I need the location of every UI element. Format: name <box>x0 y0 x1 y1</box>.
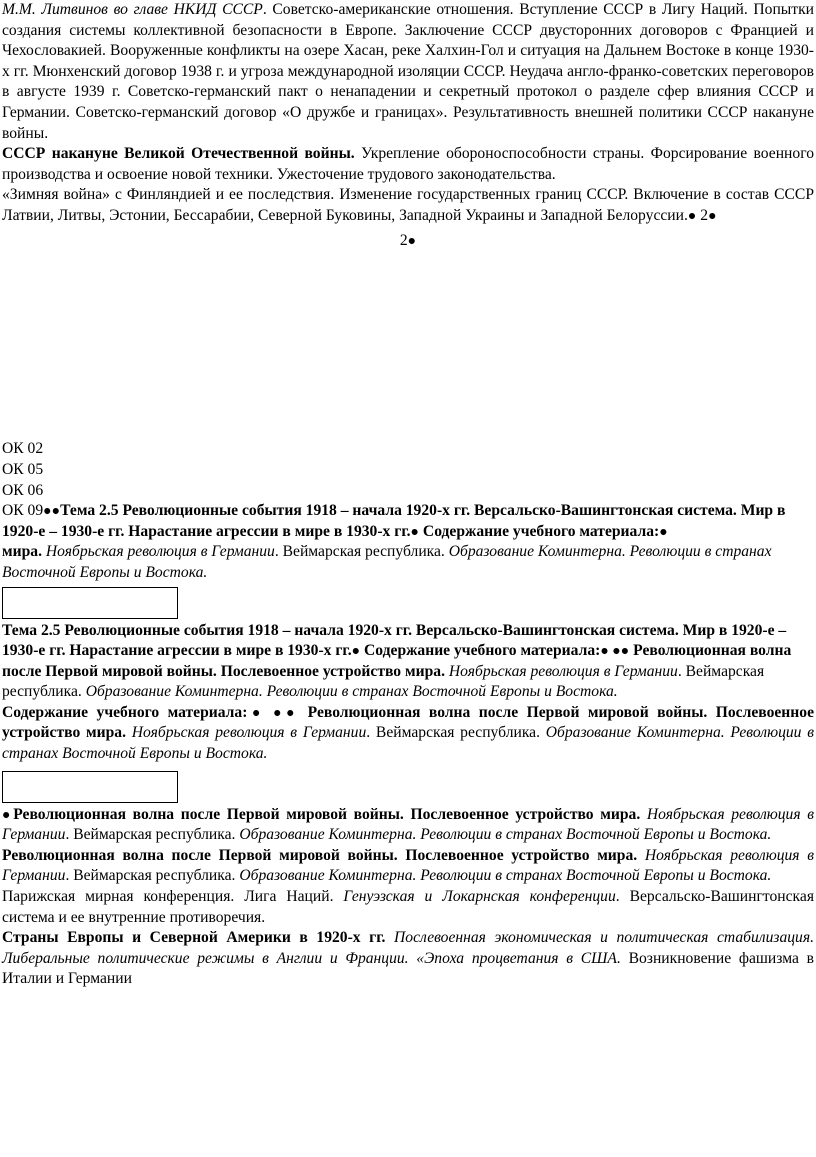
wave-heading: Революционная волна после Первой мировой войны. Послевоенное устройство мира. <box>2 846 638 864</box>
wave-heading: Революционная волна после Первой мировой войны. Послевоенное устройство мира. <box>13 805 641 823</box>
paris-conference-text: Парижская мирная конференция. Лига Наций. <box>2 888 344 906</box>
weimar-republic: . Веймарская республика. <box>366 724 546 742</box>
eve-of-war-heading: СССР накануне Великой Отечественной войны. <box>2 145 355 163</box>
competence-codes <box>2 438 814 501</box>
november-revolution: Ноябрьская революция в Германии <box>45 543 275 561</box>
weimar-republic: . Веймарская республика. <box>2 662 765 701</box>
content-paragraph-2 <box>2 703 814 765</box>
paragraph-europe-america <box>2 928 814 990</box>
comintern-text: Образование Коминтерна. Революции в странах Восточной Европы и Востока. <box>239 826 772 844</box>
content-paragraph-3 <box>2 805 814 846</box>
bullet-icon: ● <box>407 232 417 249</box>
stabilization-text: Послевоенная экономическая и политическая стабилизация. Либеральные политические режимы в Англии и Франции. «Эпоха процветания в США. <box>2 929 814 967</box>
winter-war-text: «Зимняя война» с Финляндией и ее последствия. Изменение государственных границ СССР. Включение в состав СССР Латвии, Литвы, Эстонии, Бессарабии, Северной Буковины, Западной Украины и Западной Белоруссии. <box>2 186 814 224</box>
europe-america-heading: Страны Европы и Северной Америки в 1920-х гг. <box>2 929 386 947</box>
centered-mark <box>2 231 814 252</box>
bullet-icon: ●● <box>43 503 61 520</box>
bullet-icon: ● ●● <box>247 704 300 721</box>
november-revolution: Ноябрьская революция в Германии <box>2 805 814 844</box>
topic-title: Тема 2.5 Революционные события 1918 – начала 1920-х гг. Версальско-Вашингтонская система. Мир в 1920-е – 1930-е гг. Нарастание агрессии в мире в 1930-х гг. <box>2 502 786 540</box>
comintern-text: Образование Коминтерна. Революции в странах Восточной Европы и Востока. <box>85 683 618 701</box>
bullet-icon: ● ●● <box>600 643 630 660</box>
paragraph-foreign-policy <box>2 0 814 144</box>
paragraph-eve-of-war <box>2 144 814 185</box>
weimar-republic: . Веймарская республика. <box>274 543 449 561</box>
november-revolution: Ноябрьская революция в Германии <box>131 724 367 742</box>
ok-code: ОК 05 <box>2 461 44 479</box>
november-revolution: Ноябрьская революция в Германии <box>2 846 814 885</box>
ok-code: ОК 09 <box>2 502 44 520</box>
topic-title: Тема 2.5 Революционные события 1918 – начала 1920-х гг. Версальско-Вашингтонская система. Мир в 1920-е – 1930-е гг. Нарастание агрессии в мире в 1930-х гг. <box>2 621 787 660</box>
peace-word: мира. <box>405 662 445 680</box>
ok-code: ОК 02 <box>2 440 44 458</box>
genoa-locarno-text: Генуэзская и Локарнская конференции <box>343 888 616 906</box>
bullet-icon: ● <box>2 806 14 823</box>
ok-code: ОК 06 <box>2 482 44 500</box>
content-label: Содержание учебного материала: <box>419 522 660 540</box>
bullet-icon: ● <box>687 207 697 224</box>
paragraph-winter-war <box>2 185 814 226</box>
content-label: Содержание учебного материала: <box>2 703 248 721</box>
blank-space <box>2 251 814 438</box>
comintern-text: Образование Коминтерна. Революции в странах Восточной Европы и Востока. <box>239 867 772 885</box>
bullet-icon: ● <box>351 643 361 660</box>
centered-mark-number: 2 <box>399 231 408 249</box>
fascism-text: Возникновение фашизма в Италии и Германии <box>2 949 814 988</box>
wave-heading: Революционная волна после Первой мировой войны. Послевоенное устройство <box>2 642 792 680</box>
bullet-icon: ● <box>410 523 420 540</box>
weimar-republic: . Веймарская республика. <box>65 826 240 844</box>
wave-heading: Революционная волна после Первой мировой войны. Послевоенное устройство мира. <box>2 703 814 742</box>
eve-of-war-text: Укрепление обороноспособности страны. Форсирование военного производства и освоение новой техники. Ужесточение трудового законодательства. <box>2 145 814 183</box>
content-paragraph-1 <box>2 542 814 583</box>
peace-word: мира. <box>2 543 42 561</box>
comintern-text: Образование Коминтерна. Революции в странах Восточной Европы и Востока. <box>2 724 814 763</box>
topic-block-2 <box>2 621 814 703</box>
footnote-mark: 2 <box>696 206 709 224</box>
foreign-policy-text: . Советско-американские отношения. Вступление СССР в Лигу Наций. Попытки создания системы коллективной безопасности в Европе. Заключение СССР двусторонних договоров с Францией и Чехословакией. Вооруженные конфликты на озере Хасан, реке Халхин-Гол и ситуация на Дальнем Востоке в конце 1930-х гг. Мюнхенский договор 1938 г. и угроза международной изоляции СССР. Неудача англо-франко-советских переговоров в августе 1939 г. Советско-германский пакт о ненападении и секретный протокол о разделе сфер влияния СССР и Германии. Советско-германский договор «О дружбе и границах». Результативность внешней политики СССР накануне войны. <box>2 1 815 142</box>
weimar-republic: . Веймарская республика. <box>65 867 240 885</box>
versailles-system-text: . Версальско-Вашингтонская система и ее внутренние противоречия. <box>2 888 814 926</box>
empty-table-cell <box>2 771 178 803</box>
empty-table-cell <box>2 587 178 619</box>
bullet-icon: ● <box>708 207 717 224</box>
content-paragraph-4 <box>2 846 814 887</box>
litvinov-heading: М.М. Литвинов во главе НКИД СССР <box>2 1 263 18</box>
november-revolution: Ноябрьская революция в Германии <box>448 662 678 680</box>
content-label: Содержание учебного материала: <box>360 642 601 660</box>
topic-block-1 <box>2 501 814 542</box>
bullet-icon: ● <box>659 523 668 540</box>
comintern-text: Образование Коминтерна. Революции в странах Восточной Европы и Востока. <box>2 543 772 581</box>
paragraph-paris-conference <box>2 887 814 928</box>
